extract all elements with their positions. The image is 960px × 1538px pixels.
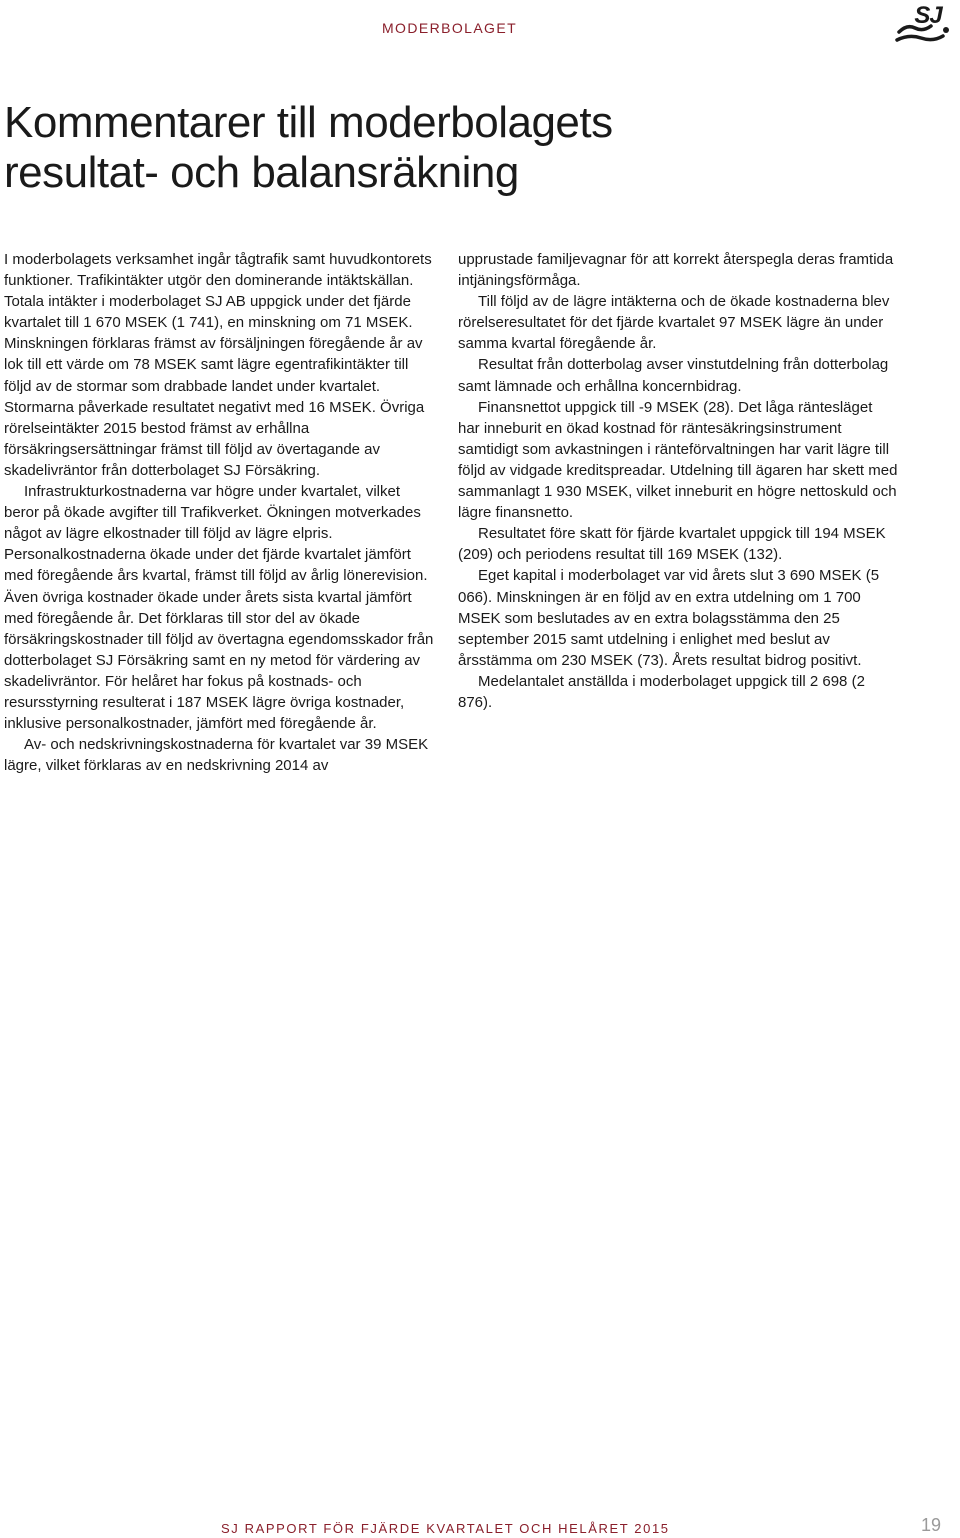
paragraph: Eget kapital i moderbolaget var vid årets slut 3 690 MSEK (5 066). Minskningen är en följd av en extra utdelning om 1 700 MSEK som beslutades av en extra bolagsstämma den 25 september 2015 samt utdelning i enlighet med beslut av årsstämma om 230 MSEK (73). Årets resultat bidrog positivt.	[458, 567, 880, 669]
paragraph: Medelantalet anställda i moderbolaget uppgick till 2 698 (2 876).	[458, 672, 865, 711]
paragraph: upprustade familjevagnar för att korrekt återspegla deras framtida intjäningsförmåga.	[458, 251, 894, 290]
paragraph: Resultat från dotterbolag avser vinstutdelning från dotterbolag samt lämnade och erhållna koncernbidrag.	[458, 356, 889, 395]
page-title-line-1: Kommentarer till moderbolagets	[4, 98, 613, 147]
left-column	[4, 249, 434, 776]
page-title	[4, 98, 904, 198]
paragraph: Av- och nedskrivningskostnaderna för kvartalet var 39 MSEK lägre, vilket förklaras av en nedskrivning 2014 av	[4, 736, 429, 775]
footer-report-title: SJ RAPPORT FÖR FJÄRDE KVARTALET OCH HELÅRET 2015	[221, 1521, 670, 1536]
section-label: MODERBOLAGET	[382, 20, 518, 36]
right-column	[458, 249, 898, 713]
sj-logo	[893, 2, 953, 48]
paragraph: I moderbolagets verksamhet ingår tågtrafik samt huvudkontorets funktioner. Trafikintäkter utgör den dominerande intäktskällan. Totala intäkter i moderbolaget SJ AB uppgick under det fjärde kvartalet till 1 670 MSEK (1 741), en minskning om 71 MSEK. Minskningen förklaras främst av försäljningen föregående år av lok till ett värde om 78 MSEK samt lägre egentrafikintäkter till följd av de stormar som drabbade landet under kvartalet. Stormarna påverkade resultatet negativt med 16 MSEK. Övriga rörelseintäkter 2015 bestod främst av erhållna försäkringsersättningar främst till följd av övertagande av skadelivräntor från dotterbolaget SJ Försäkring.	[4, 251, 432, 479]
paragraph: Finansnettot uppgick till -9 MSEK (28). Det låga räntesläget har inneburit en ökad kostnad för räntesäkringsinstrument samtidigt som avkastningen i ränteförvaltningen har varit lägre till följd av vidgade kreditspreadar. Utdelning till ägaren har skett med sammanlagt 1 930 MSEK, vilket inneburit en högre nettoskuld och lägre finansnetto.	[458, 398, 898, 522]
sj-logo-text: SJ	[914, 2, 942, 29]
page-title-line-2: resultat- och balansräkning	[4, 148, 519, 197]
paragraph: Resultatet före skatt för fjärde kvartalet uppgick till 194 MSEK (209) och periodens resultat till 169 MSEK (132).	[458, 525, 886, 564]
paragraph: Till följd av de lägre intäkterna och de ökade kostnaderna blev rörelseresultatet för det fjärde kvartalet 97 MSEK lägre än under samma kvartal föregående år.	[458, 293, 890, 353]
paragraph: Infrastrukturkostnaderna var högre under kvartalet, vilket beror på ökade avgifter till Trafikverket. Ökningen motverkades något av lägre elkostnader till följd av lägre elpris. Personalkostnaderna ökade under det fjärde kvartalet jämfört med föregående års kvartal, främst till följd av årlig lönerevision. Även övriga kostnader ökade under årets sista kvartal jämfört med föregående år. Det förklaras till stor del av ökade försäkringskostnader till följd av övertagna egendomsskador från dotterbolaget SJ Försäkring samt en ny metod för värdering av skadelivräntor. För helåret har fokus på kostnads- och resursstyrning resulterat i 187 MSEK lägre övriga kostnader, inklusive personalkostnader, jämfört med föregående år.	[4, 483, 434, 733]
sj-logo-swoosh-icon	[893, 2, 953, 48]
page-number: 19	[921, 1515, 942, 1535]
